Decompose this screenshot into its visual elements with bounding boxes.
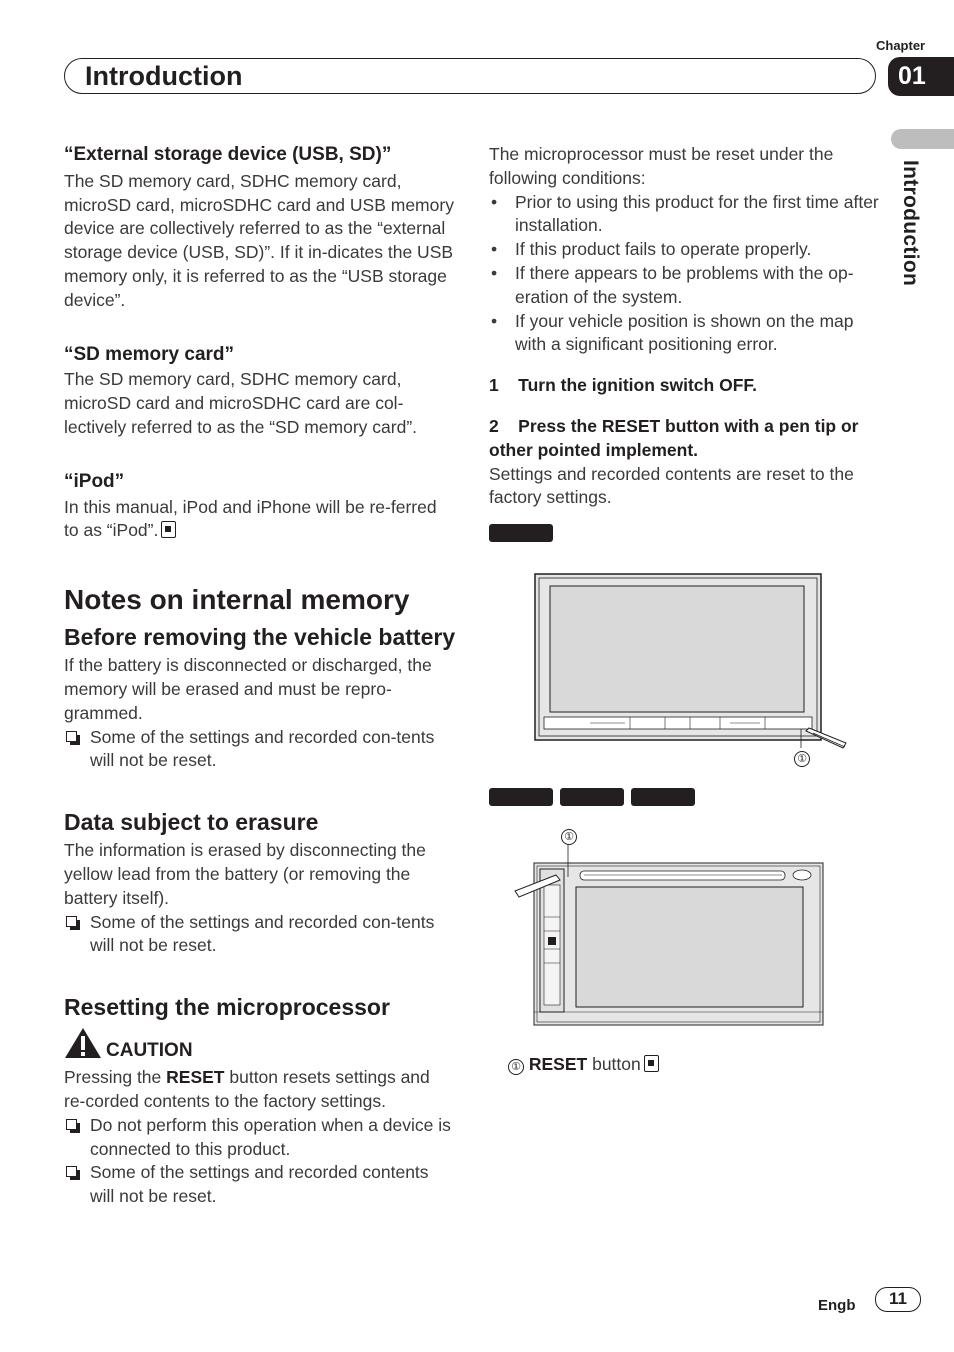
caution-label: CAUTION <box>106 1040 193 1062</box>
battery-body: If the battery is disconnected or discharged, the memory will be erased and must be repro-grammed. <box>64 655 432 723</box>
caution-line <box>64 1027 456 1066</box>
checkbox-bullet-icon <box>66 1119 77 1130</box>
ipod-heading: “iPod” <box>64 470 125 492</box>
notes-heading: Notes on internal memory <box>64 584 410 616</box>
step-2-body: Settings and recorded contents are reset to the factory settings. <box>489 463 854 508</box>
model-label-pill <box>489 524 553 542</box>
end-mark-icon <box>644 1055 659 1072</box>
model-label-pill <box>631 788 695 806</box>
side-tab-marker <box>891 129 954 149</box>
figure-caption: ① RESET button <box>508 1053 808 1077</box>
page-number: 11 <box>875 1287 921 1312</box>
model-label-pill <box>489 788 553 806</box>
condition-item: • If this product fails to operate properly. <box>489 238 879 262</box>
checkbox-bullet-icon <box>66 916 77 927</box>
header-bar <box>64 58 876 94</box>
footer-language: Engb <box>818 1297 856 1314</box>
head-unit-illustration-2 <box>510 845 830 1030</box>
callout-number: ① <box>794 751 810 767</box>
chapter-label: Chapter <box>876 38 926 53</box>
page-title: Introduction <box>85 61 243 91</box>
right-column <box>489 143 879 510</box>
step-2: 2 Press the RESET button with a pen tip or other pointed implement. <box>489 415 864 460</box>
condition-item: • Prior to using this product for the first time after installation. <box>489 191 879 239</box>
checkbox-bullet-icon <box>66 1166 77 1177</box>
ext-storage-body: The SD memory card, SDHC memory card, microSD card, microSDHC card and USB memory device are collectively referred to as the “external storage device (USB, SD)”. If it in-dicates the USB memory only, it is referred to as the “USB storage device”. <box>64 170 454 310</box>
sd-heading: “SD memory card” <box>64 343 235 365</box>
callout-number: ① <box>561 829 577 845</box>
left-column <box>64 143 456 1209</box>
condition-item: • If there appears to be problems with the op-eration of the system. <box>489 262 879 310</box>
sd-body: The SD memory card, SDHC memory card, microSD card and microSDHC card are col-lectively referred to as the “SD memory card”. <box>64 369 418 437</box>
caution-note-1: Do not perform this operation when a device is connected to this product. <box>64 1114 456 1162</box>
erasure-body: The information is erased by disconnecting the yellow lead from the battery (or removing the battery itself). <box>64 840 426 908</box>
head-unit-illustration-1 <box>530 570 860 780</box>
ext-storage-heading: “External storage device (USB, SD)” <box>64 144 392 165</box>
step-1: 1 Turn the ignition switch OFF. <box>489 375 758 396</box>
checkbox-bullet-icon <box>66 731 77 742</box>
ipod-body: In this manual, iPod and iPhone will be re-ferred to as “iPod”. <box>64 496 437 541</box>
battery-note: Some of the settings and recorded con-tents will not be reset. <box>64 726 456 774</box>
callout-number: ① <box>508 1059 524 1075</box>
caution-note-2: Some of the settings and recorded contents will not be reset. <box>64 1161 456 1209</box>
condition-item: • If your vehicle position is shown on the map with a significant positioning error. <box>489 310 879 358</box>
side-tab-label: Introduction <box>899 160 922 287</box>
erasure-heading: Data subject to erasure <box>64 809 319 836</box>
chapter-number-badge: 01 <box>888 57 954 96</box>
caution-body: Pressing the RESET button resets settings and re-corded contents to the factory settings. <box>64 1067 430 1111</box>
battery-heading: Before removing the vehicle battery <box>64 624 456 651</box>
erasure-note: Some of the settings and recorded con-tents will not be reset. <box>64 911 456 959</box>
warning-triangle-icon <box>64 1027 102 1059</box>
end-mark-icon <box>161 521 176 538</box>
reset-intro: The microprocessor must be reset under the following conditions: <box>489 144 834 188</box>
reset-heading: Resetting the microprocessor <box>64 994 390 1021</box>
model-label-pill <box>560 788 624 806</box>
